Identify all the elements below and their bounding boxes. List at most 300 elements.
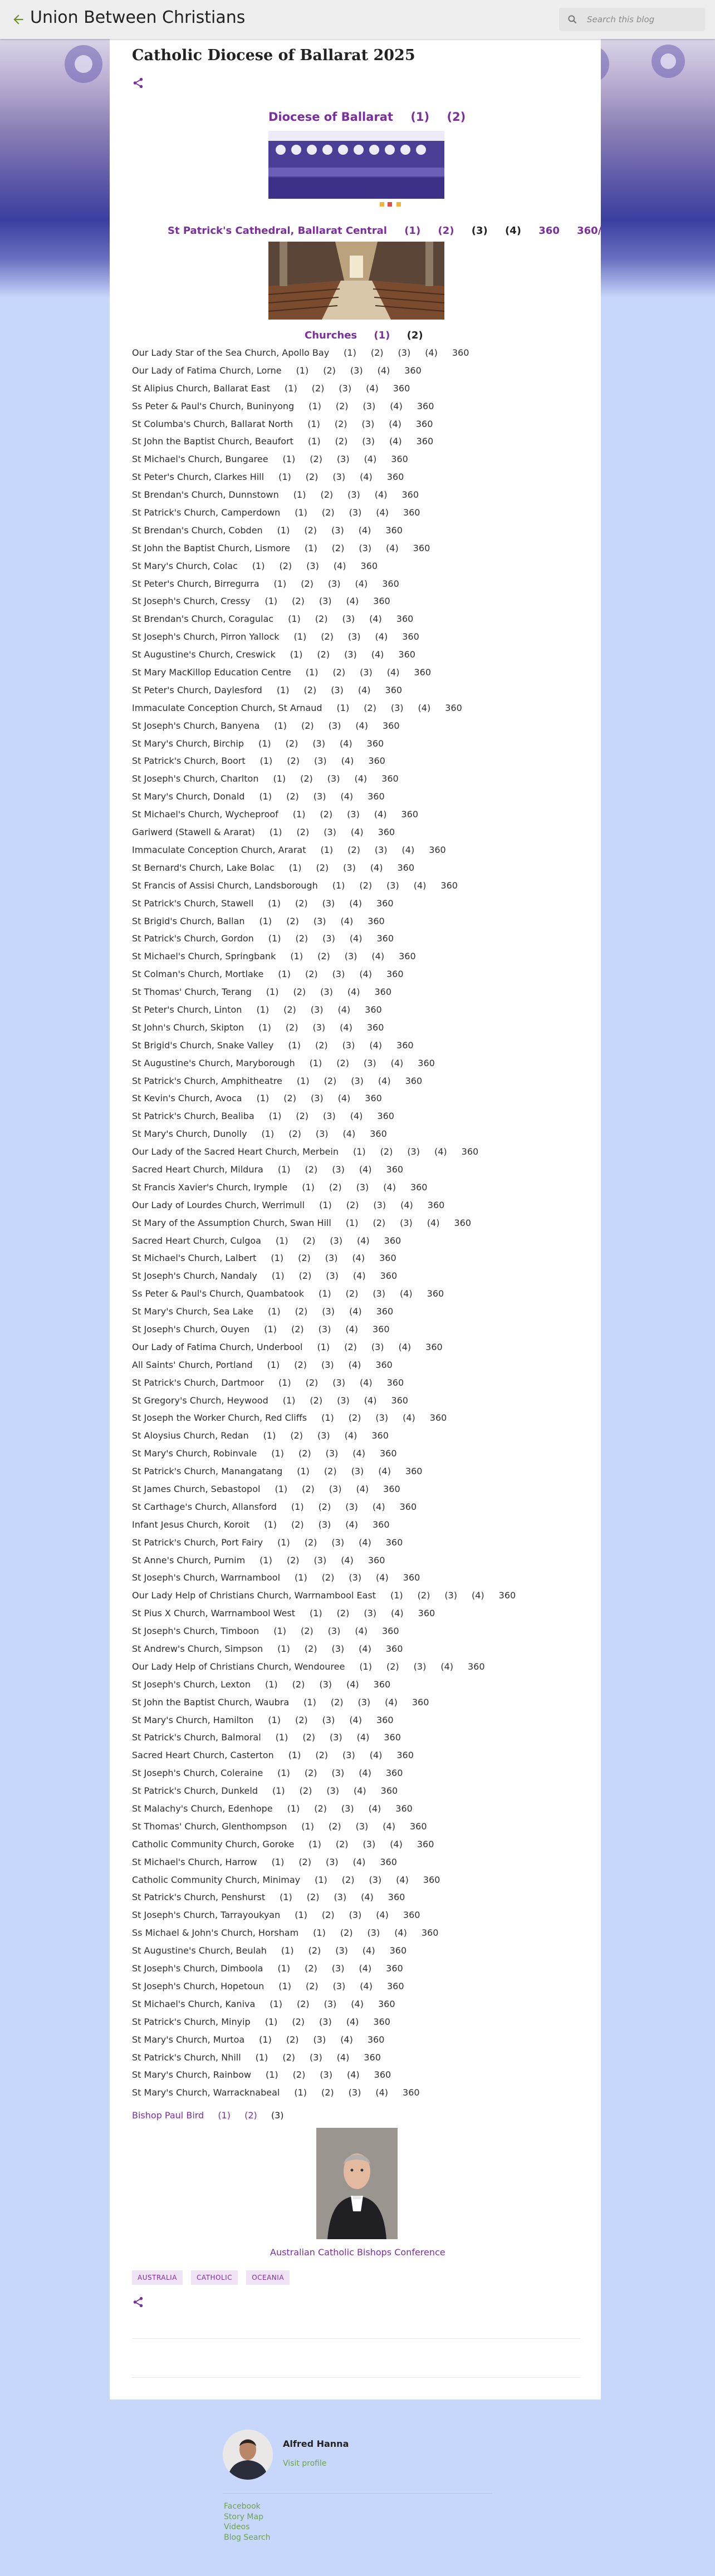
church-photo-link[interactable]: (4) (352, 1448, 365, 1459)
church-photo-link[interactable]: (3) (313, 791, 326, 802)
church-photo-link[interactable]: (1) (277, 1963, 291, 1974)
church-photo-link[interactable]: (1) (309, 1057, 322, 1068)
church-photo-link[interactable]: 360 (398, 649, 415, 660)
church-photo-link[interactable]: (1) (295, 507, 307, 518)
church-photo-link[interactable]: (3) (373, 1288, 385, 1299)
church-photo-link[interactable]: (3) (310, 1093, 324, 1104)
church-photo-link[interactable]: 360 (376, 1306, 394, 1317)
church-photo-link[interactable]: 360 (410, 1181, 428, 1193)
church-photo-link[interactable]: (2) (288, 1128, 301, 1140)
church-photo-link[interactable]: (4) (362, 1945, 375, 1956)
church-photo-link[interactable]: (3) (334, 1892, 347, 1903)
church-photo-link[interactable]: (3) (364, 1608, 376, 1619)
church-photo-link[interactable]: (1) (345, 1217, 359, 1228)
church-photo-link[interactable]: (1) (320, 844, 334, 855)
church-photo-link[interactable]: (2) (295, 1306, 308, 1317)
church-photo-link[interactable]: 360 (368, 755, 385, 767)
church-photo-link[interactable]: (4) (344, 1430, 358, 1441)
church-photo-link[interactable]: (1) (290, 649, 303, 660)
church-photo-link[interactable]: (3) (349, 507, 362, 518)
church-photo-link[interactable]: (2) (324, 1075, 337, 1086)
church-photo-link[interactable]: 360 (386, 472, 404, 483)
church-photo-link[interactable]: (3) (321, 1359, 334, 1370)
church-photo-link[interactable]: (3) (323, 1111, 336, 1122)
church-photo-link[interactable]: (4) (425, 347, 438, 358)
church-photo-link[interactable]: (4) (350, 827, 364, 838)
church-photo-link[interactable]: (3) (314, 1554, 327, 1566)
church-photo-link[interactable]: (2) (321, 631, 334, 642)
church-photo-link[interactable]: (2) (321, 2087, 334, 2098)
church-photo-link[interactable]: (1) (261, 1128, 275, 1140)
church-photo-link[interactable]: (2) (305, 1963, 317, 1974)
church-photo-link[interactable]: 360 (380, 1270, 398, 1282)
church-photo-link[interactable]: (4) (374, 489, 388, 501)
church-photo-link[interactable]: (3) (335, 1945, 348, 1956)
church-photo-link[interactable]: 360 (378, 827, 395, 838)
church-photo-link[interactable]: (3) (312, 1022, 326, 1033)
church-photo-link[interactable]: (3) (331, 1643, 345, 1655)
church-photo-link[interactable]: (2) (359, 880, 373, 891)
church-photo-link[interactable]: (1) (258, 738, 271, 749)
church-photo-link[interactable]: (3) (349, 1572, 362, 1583)
church-photo-link[interactable]: (1) (277, 1768, 290, 1779)
church-photo-link[interactable]: (4) (340, 2034, 353, 2045)
church-photo-link[interactable]: (1) (271, 1270, 285, 1282)
church-photo-link[interactable]: (4) (377, 365, 390, 376)
church-photo-link[interactable]: (4) (376, 1572, 389, 1583)
church-photo-link[interactable]: (2) (348, 1412, 361, 1424)
church-photo-link[interactable]: 360 (386, 1377, 404, 1388)
church-photo-link[interactable]: (1) (307, 436, 321, 447)
church-photo-link[interactable]: (2) (314, 1803, 327, 1814)
church-photo-link[interactable]: (2) (298, 1253, 311, 1264)
profile-name[interactable]: Alfred Hanna (283, 2438, 349, 2449)
church-photo-link[interactable]: (2) (298, 1448, 311, 1459)
cathedral-link-360[interactable]: 360 (538, 225, 560, 237)
church-photo-link[interactable]: (4) (352, 1253, 365, 1264)
church-photo-link[interactable]: (4) (349, 1306, 362, 1317)
church-photo-link[interactable]: 360 (396, 614, 414, 625)
church-photo-link[interactable]: 360 (409, 1821, 427, 1832)
church-photo-link[interactable]: (2) (336, 1608, 350, 1619)
church-photo-link[interactable]: (1) (268, 1714, 281, 1725)
church-photo-link[interactable]: (2) (295, 933, 308, 944)
diocese-website-image[interactable] (268, 124, 444, 212)
church-photo-link[interactable]: (1) (268, 1111, 282, 1122)
church-photo-link[interactable]: 360 (372, 1519, 390, 1530)
church-photo-link[interactable]: (1) (307, 418, 320, 429)
church-photo-link[interactable]: (1) (259, 755, 273, 767)
church-photo-link[interactable]: (2) (347, 844, 360, 855)
church-photo-link[interactable]: (4) (369, 1750, 383, 1761)
church-photo-link[interactable]: (2) (317, 951, 330, 962)
church-photo-link[interactable]: 360 (452, 347, 469, 358)
church-photo-link[interactable]: (2) (317, 649, 330, 660)
church-photo-link[interactable]: (1) (255, 2052, 268, 2063)
share-icon[interactable] (132, 77, 144, 89)
church-photo-link[interactable]: (2) (292, 2016, 305, 2027)
church-photo-link[interactable]: (4) (359, 969, 372, 980)
church-photo-link[interactable]: (1) (278, 1377, 291, 1388)
church-photo-link[interactable]: (2) (315, 614, 328, 625)
church-photo-link[interactable]: (1) (275, 1484, 288, 1494)
church-photo-link[interactable]: (3) (332, 1164, 345, 1175)
church-photo-link[interactable]: (4) (376, 507, 389, 518)
church-photo-link[interactable]: (4) (385, 1696, 398, 1707)
church-photo-link[interactable]: (2) (292, 596, 305, 607)
church-photo-link[interactable]: (4) (374, 809, 387, 820)
church-photo-link[interactable]: (1) (268, 897, 281, 909)
church-photo-link[interactable]: 360 (374, 987, 392, 998)
church-photo-link[interactable]: (4) (390, 1838, 403, 1849)
church-photo-link[interactable]: 360 (429, 1412, 447, 1424)
church-photo-link[interactable]: (3) (339, 382, 352, 394)
church-photo-link[interactable]: (3) (330, 1732, 342, 1743)
church-photo-link[interactable]: (3) (332, 1377, 345, 1388)
church-photo-link[interactable]: (1) (319, 1199, 332, 1210)
church-photo-link[interactable]: (4) (355, 1626, 368, 1637)
church-photo-link[interactable]: 360 (415, 418, 433, 429)
church-photo-link[interactable]: (1) (277, 1643, 290, 1655)
church-photo-link[interactable]: (2) (321, 1910, 335, 1921)
church-photo-link[interactable]: (3) (319, 1679, 332, 1690)
church-photo-link[interactable]: 360 (365, 1093, 382, 1104)
church-photo-link[interactable]: 360 (372, 1323, 390, 1334)
church-photo-link[interactable]: 360 (454, 1217, 472, 1228)
church-photo-link[interactable]: 360 (445, 702, 462, 713)
church-photo-link[interactable]: (3) (325, 1856, 339, 1867)
church-photo-link[interactable]: (1) (267, 1359, 280, 1370)
church-photo-link[interactable]: 360 (423, 1874, 440, 1885)
church-photo-link[interactable]: (3) (371, 1341, 384, 1352)
church-photo-link[interactable]: (3) (331, 684, 344, 695)
church-photo-link[interactable]: 360 (417, 1838, 434, 1849)
church-photo-link[interactable]: (2) (373, 1217, 386, 1228)
church-photo-link[interactable]: 360 (396, 1750, 414, 1761)
church-photo-link[interactable]: (3) (331, 1768, 345, 1779)
church-photo-link[interactable]: (4) (368, 1803, 381, 1814)
church-photo-link[interactable]: (4) (347, 987, 360, 998)
church-photo-link[interactable]: (2) (295, 1714, 308, 1725)
church-photo-link[interactable]: (4) (354, 773, 368, 784)
church-photo-link[interactable]: 360 (418, 1608, 435, 1619)
church-photo-link[interactable]: (1) (297, 1466, 310, 1477)
church-photo-link[interactable]: 360 (397, 862, 415, 873)
churches-link-1[interactable]: (1) (374, 330, 390, 341)
church-photo-link[interactable]: (1) (295, 1572, 307, 1583)
church-photo-link[interactable]: (2) (304, 1537, 317, 1548)
search-icon[interactable] (567, 14, 578, 25)
church-photo-link[interactable]: (1) (305, 542, 317, 553)
church-photo-link[interactable]: 360 (364, 2052, 381, 2063)
church-photo-link[interactable]: (3) (310, 1004, 324, 1015)
church-photo-link[interactable]: (2) (299, 1785, 312, 1797)
church-photo-link[interactable]: (3) (325, 1253, 338, 1264)
church-photo-link[interactable]: 360 (371, 1430, 389, 1441)
church-photo-link[interactable]: (1) (268, 933, 281, 944)
church-photo-link[interactable]: 360 (461, 1146, 479, 1157)
church-photo-link[interactable]: (4) (386, 667, 400, 678)
church-photo-link[interactable]: 360 (368, 915, 385, 926)
church-photo-link[interactable]: (4) (349, 1714, 362, 1725)
church-photo-link[interactable]: (2) (302, 1484, 315, 1494)
church-photo-link[interactable]: (4) (341, 755, 354, 767)
church-photo-link[interactable]: (4) (358, 524, 371, 536)
church-photo-link[interactable]: 360 (425, 1341, 443, 1352)
church-photo-link[interactable]: (2) (315, 1750, 329, 1761)
church-photo-link[interactable]: (4) (364, 1395, 377, 1406)
church-photo-link[interactable]: (2) (287, 755, 300, 767)
church-photo-link[interactable]: (1) (277, 1537, 290, 1548)
church-photo-link[interactable]: 360 (379, 1448, 397, 1459)
church-photo-link[interactable]: (2) (328, 1821, 341, 1832)
diocese-link-2[interactable]: (2) (447, 110, 466, 124)
church-photo-link[interactable]: (1) (305, 667, 319, 678)
church-photo-link[interactable]: (2) (311, 382, 325, 394)
church-photo-link[interactable]: (4) (440, 1661, 453, 1672)
church-photo-link[interactable]: (4) (356, 1732, 370, 1743)
church-photo-link[interactable]: (3) (350, 365, 363, 376)
church-photo-link[interactable]: (1) (258, 1022, 271, 1033)
church-photo-link[interactable]: (3) (363, 1838, 376, 1849)
church-photo-link[interactable]: (2) (320, 489, 334, 501)
church-photo-link[interactable]: (2) (298, 1270, 312, 1282)
church-photo-link[interactable]: (2) (330, 1696, 344, 1707)
church-photo-link[interactable]: (3) (362, 436, 375, 447)
church-photo-link[interactable]: (4) (349, 897, 362, 909)
church-photo-link[interactable]: (4) (400, 1288, 413, 1299)
church-photo-link[interactable]: (2) (301, 720, 314, 731)
church-photo-link[interactable]: 360 (381, 1626, 399, 1637)
cathedral-link[interactable]: St Patrick's Cathedral, Ballarat Central (168, 225, 387, 237)
church-photo-link[interactable]: 360 (373, 1679, 391, 1690)
church-photo-link[interactable]: 360 (385, 1537, 403, 1548)
church-photo-link[interactable]: (1) (288, 614, 301, 625)
church-photo-link[interactable]: (3) (363, 400, 376, 411)
church-photo-link[interactable]: (3) (349, 1910, 362, 1921)
church-photo-link[interactable]: (2) (329, 1181, 342, 1193)
church-photo-link[interactable]: (2) (340, 1927, 353, 1939)
church-photo-link[interactable]: (2) (417, 1590, 430, 1601)
church-photo-link[interactable]: (2) (286, 1554, 300, 1566)
label-oceania[interactable]: OCEANIA (246, 2270, 290, 2285)
church-photo-link[interactable]: (1) (287, 1803, 300, 1814)
church-photo-link[interactable]: (1) (292, 809, 306, 820)
church-photo-link[interactable]: (3) (355, 1821, 369, 1832)
church-photo-link[interactable]: 360 (388, 1892, 405, 1903)
church-photo-link[interactable]: (1) (275, 1235, 288, 1246)
church-photo-link[interactable]: (3) (359, 542, 372, 553)
church-photo-link[interactable]: (1) (265, 1679, 278, 1690)
church-photo-link[interactable]: (2) (300, 773, 313, 784)
church-photo-link[interactable]: (1) (259, 915, 272, 926)
church-photo-link[interactable]: (3) (322, 1306, 335, 1317)
church-photo-link[interactable]: (2) (335, 400, 349, 411)
church-photo-link[interactable]: (1) (273, 1626, 286, 1637)
diocese-link[interactable]: Diocese of Ballarat (268, 110, 393, 124)
church-photo-link[interactable]: (2) (283, 1004, 296, 1015)
church-photo-link[interactable]: 360 (418, 1057, 435, 1068)
church-photo-link[interactable]: (2) (341, 1874, 355, 1885)
church-photo-link[interactable]: 360 (386, 1963, 403, 1974)
church-photo-link[interactable]: (1) (271, 1856, 285, 1867)
church-photo-link[interactable]: (1) (308, 400, 321, 411)
church-photo-link[interactable]: 360 (384, 1235, 401, 1246)
church-photo-link[interactable]: (2) (308, 1945, 321, 1956)
church-photo-link[interactable]: (4) (346, 1679, 359, 1690)
church-photo-link[interactable]: (3) (398, 347, 411, 358)
church-photo-link[interactable]: (3) (400, 1217, 413, 1228)
church-photo-link[interactable]: 360 (368, 1554, 385, 1566)
church-photo-link[interactable]: (4) (339, 738, 352, 749)
back-arrow-icon[interactable] (11, 12, 26, 27)
church-photo-link[interactable]: (2) (292, 1679, 305, 1690)
church-photo-link[interactable]: (4) (356, 1484, 369, 1494)
church-photo-link[interactable]: (3) (320, 2069, 332, 2081)
church-photo-link[interactable]: 360 (381, 773, 399, 784)
church-photo-link[interactable]: (2) (301, 578, 314, 589)
church-photo-link[interactable]: (3) (331, 1537, 345, 1548)
church-photo-link[interactable]: (2) (302, 1235, 316, 1246)
church-photo-link[interactable]: (1) (271, 1253, 284, 1264)
church-photo-link[interactable]: 360 (412, 1696, 429, 1707)
church-photo-link[interactable]: (3) (325, 1448, 339, 1459)
church-photo-link[interactable]: (1) (278, 1980, 291, 1991)
church-photo-link[interactable]: (1) (265, 2069, 278, 2081)
church-photo-link[interactable]: (1) (288, 1039, 301, 1051)
church-photo-link[interactable]: (3) (306, 560, 319, 571)
church-photo-link[interactable]: (1) (281, 1945, 294, 1956)
church-photo-link[interactable]: 360 (405, 1466, 423, 1477)
church-photo-link[interactable]: (2) (315, 1039, 328, 1051)
church-photo-link[interactable]: (3) (328, 720, 341, 731)
church-photo-link[interactable]: (1) (296, 1075, 310, 1086)
church-photo-link[interactable]: (4) (403, 1412, 415, 1424)
church-photo-link[interactable]: (4) (346, 2016, 359, 2027)
church-photo-link[interactable]: (2) (331, 542, 345, 553)
church-photo-link[interactable]: (4) (333, 560, 346, 571)
church-photo-link[interactable]: 360 (399, 951, 416, 962)
bishop-portrait[interactable] (316, 2128, 398, 2239)
church-photo-link[interactable]: 360 (402, 631, 419, 642)
church-photo-link[interactable]: (3) (314, 755, 327, 767)
church-photo-link[interactable]: (2) (286, 915, 299, 926)
church-photo-link[interactable]: (2) (332, 667, 346, 678)
church-photo-link[interactable]: (3) (319, 2016, 332, 2027)
footer-link-videos[interactable]: Videos (224, 2523, 250, 2531)
church-photo-link[interactable]: (3) (337, 1395, 350, 1406)
church-photo-link[interactable]: (2) (290, 1430, 303, 1441)
church-photo-link[interactable]: (2) (305, 1377, 319, 1388)
church-photo-link[interactable]: 360 (416, 436, 434, 447)
church-photo-link[interactable]: (1) (301, 1821, 314, 1832)
church-photo-link[interactable]: (2) (302, 1732, 315, 1743)
church-photo-link[interactable]: (1) (263, 1430, 276, 1441)
church-photo-link[interactable]: (1) (270, 1998, 282, 2009)
church-photo-link[interactable]: (1) (313, 1927, 326, 1939)
church-photo-link[interactable]: (3) (341, 1803, 354, 1814)
label-australia[interactable]: AUSTRALIA (132, 2270, 183, 2285)
church-photo-link[interactable]: 360 (391, 454, 408, 465)
church-photo-link[interactable]: (4) (366, 382, 379, 394)
church-photo-link[interactable]: (4) (361, 1892, 374, 1903)
church-photo-link[interactable]: (1) (273, 578, 287, 589)
church-photo-link[interactable]: 360 (391, 1395, 408, 1406)
church-photo-link[interactable]: (4) (434, 1146, 447, 1157)
church-photo-link[interactable]: 360 (374, 2069, 391, 2081)
blog-title[interactable]: Union Between Christians (30, 8, 246, 27)
church-photo-link[interactable]: (1) (273, 773, 286, 784)
church-photo-link[interactable]: (2) (303, 684, 317, 695)
church-photo-link[interactable]: (4) (336, 2052, 350, 2063)
church-photo-link[interactable]: (1) (288, 1750, 301, 1761)
church-photo-link[interactable]: 360 (399, 1501, 417, 1512)
church-photo-link[interactable]: (2) (334, 418, 347, 429)
church-photo-link[interactable]: (3) (360, 667, 373, 678)
church-photo-link[interactable]: (1) (278, 969, 291, 980)
church-photo-link[interactable]: (3) (413, 1661, 427, 1672)
church-photo-link[interactable]: (2) (335, 1838, 349, 1849)
church-photo-link[interactable]: 360 (385, 684, 403, 695)
church-photo-link[interactable]: (3) (374, 844, 388, 855)
church-photo-link[interactable]: (1) (264, 1323, 277, 1334)
church-photo-link[interactable]: (3) (324, 827, 336, 838)
church-photo-link[interactable]: 360 (401, 809, 419, 820)
church-photo-link[interactable]: (4) (346, 2069, 360, 2081)
church-photo-link[interactable]: (4) (346, 596, 359, 607)
church-photo-link[interactable]: 360 (380, 1785, 398, 1797)
church-photo-link[interactable]: (4) (340, 915, 354, 926)
church-photo-link[interactable]: (4) (352, 1856, 366, 1867)
church-photo-link[interactable]: (4) (341, 1554, 354, 1566)
church-photo-link[interactable]: (3) (369, 1874, 382, 1885)
church-photo-link[interactable]: (3) (322, 897, 335, 909)
church-photo-link[interactable]: (1) (291, 1501, 304, 1512)
church-photo-link[interactable]: (2) (304, 524, 317, 536)
church-photo-link[interactable]: (4) (378, 1466, 391, 1477)
church-photo-link[interactable]: (1) (277, 1164, 291, 1175)
church-photo-link[interactable]: 360 (414, 667, 431, 678)
church-photo-link[interactable]: 360 (360, 560, 378, 571)
church-photo-link[interactable]: (4) (396, 1874, 409, 1885)
church-photo-link[interactable]: 360 (375, 1359, 393, 1370)
church-photo-link[interactable]: (4) (359, 1643, 371, 1655)
church-photo-link[interactable]: (2) (370, 347, 384, 358)
church-photo-link[interactable]: (1) (336, 702, 350, 713)
church-photo-link[interactable]: (4) (398, 1341, 412, 1352)
church-photo-link[interactable]: (1) (274, 720, 287, 731)
church-photo-link[interactable]: (2) (286, 2034, 299, 2045)
church-photo-link[interactable]: (1) (309, 1608, 322, 1619)
church-photo-link[interactable]: (4) (378, 1075, 391, 1086)
church-photo-link[interactable]: (4) (351, 1998, 364, 2009)
church-photo-link[interactable]: (1) (288, 862, 302, 873)
church-photo-link[interactable]: (3) (342, 1750, 355, 1761)
church-photo-link[interactable]: (3) (347, 809, 360, 820)
church-photo-link[interactable]: (4) (400, 1199, 413, 1210)
church-photo-link[interactable]: 360 (468, 1661, 485, 1672)
church-photo-link[interactable]: (1) (317, 1341, 330, 1352)
church-photo-link[interactable]: 360 (396, 1039, 414, 1051)
church-photo-link[interactable]: 360 (370, 1128, 387, 1140)
church-photo-link[interactable]: (2) (316, 862, 329, 873)
church-photo-link[interactable]: (1) (318, 1288, 331, 1299)
church-photo-link[interactable]: (4) (369, 1039, 383, 1051)
church-photo-link[interactable]: (1) (264, 1519, 277, 1530)
church-photo-link[interactable]: (3) (327, 1626, 341, 1637)
church-photo-link[interactable]: (3) (336, 454, 350, 465)
church-photo-link[interactable]: (3) (343, 862, 356, 873)
